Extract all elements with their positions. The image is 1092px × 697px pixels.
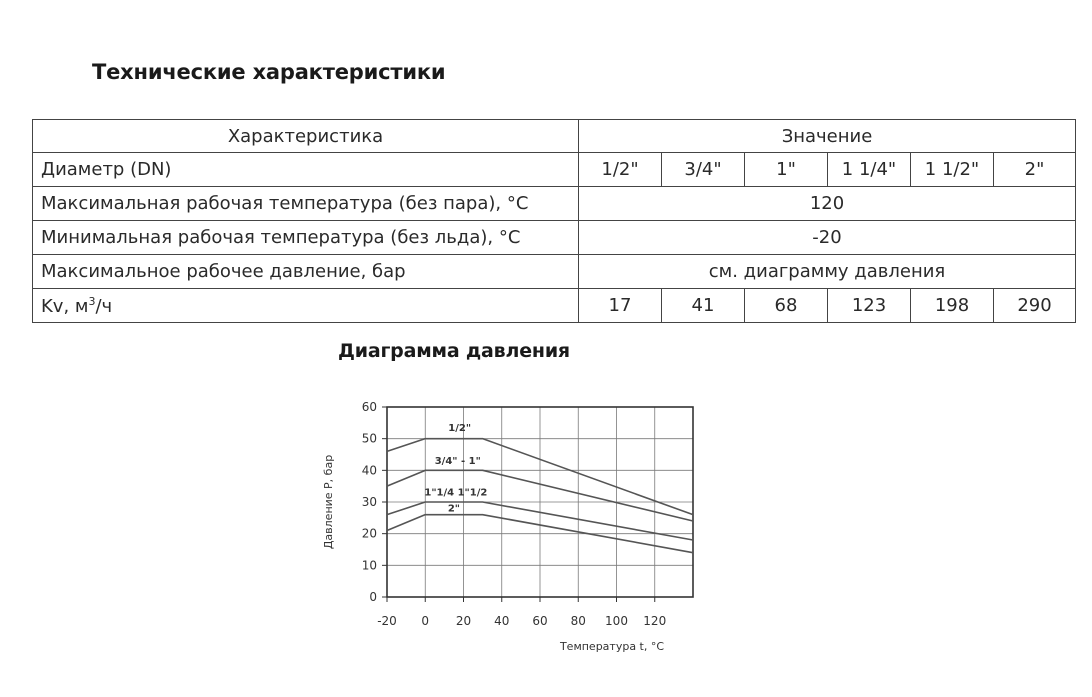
kv-label (33, 289, 579, 323)
min-temp-value: -20 (579, 221, 1076, 255)
y-tick-label: 10 (361, 558, 377, 573)
pressure-chart (300, 385, 720, 675)
kv-label-tail: /ч (95, 295, 113, 317)
kv-value: 68 (745, 289, 828, 323)
page-title: Технические характеристики (92, 60, 446, 84)
min-temp-label: Минимальная рабочая температура (без льда), °C (33, 221, 579, 255)
diameter-value: 2" (994, 153, 1076, 187)
x-tick-label: 40 (494, 614, 510, 628)
kv-value: 123 (828, 289, 911, 323)
max-temp-label: Максимальная рабочая температура (без пара), °C (33, 187, 579, 221)
table-row-kv (33, 289, 1076, 323)
x-tick-label: 80 (570, 614, 586, 628)
x-tick-label: 100 (605, 614, 628, 628)
kv-value: 17 (579, 289, 662, 323)
x-tick-label: -20 (377, 614, 397, 628)
table-row-max-temp (33, 187, 1076, 221)
table-row-min-temp (33, 221, 1076, 255)
x-axis-label: Температура t, °C (559, 640, 665, 653)
y-tick-label: 60 (361, 400, 377, 414)
diameter-value: 1/2" (579, 153, 662, 187)
series-annotation: 3/4" - 1" (434, 456, 481, 467)
x-tick-label: 0 (421, 614, 430, 628)
header-value: Значение (579, 120, 1076, 153)
max-pressure-label: Максимальное рабочее давление, бар (33, 255, 579, 289)
diameter-value: 1 1/4" (828, 153, 911, 187)
kv-value: 41 (662, 289, 745, 323)
kv-value: 198 (911, 289, 994, 323)
kv-label-main: Kv, м (41, 295, 89, 317)
diameter-value: 1" (745, 153, 828, 187)
table-row-max-pressure (33, 255, 1076, 289)
series-annotation: 1"1/4 1"1/2 (424, 487, 488, 499)
table-row-diameter (33, 153, 1076, 187)
series-annotation: 1/2" (448, 422, 472, 434)
y-axis-label: Давление P, бар (322, 454, 335, 550)
y-tick-label: 20 (361, 526, 377, 541)
kv-value: 290 (994, 289, 1076, 323)
kv-label-sup: 3 (88, 294, 96, 308)
chart-heading: Диаграмма давления (338, 340, 570, 362)
table-header-row (33, 120, 1076, 153)
diameter-label: Диаметр (DN) (33, 153, 579, 187)
y-tick-label: 50 (361, 431, 377, 446)
x-tick-label: 60 (532, 614, 548, 628)
header-characteristic: Характеристика (33, 120, 579, 153)
diameter-value: 3/4" (662, 153, 745, 187)
y-tick-label: 30 (361, 495, 377, 509)
x-tick-label: 120 (643, 614, 667, 628)
spec-table (32, 119, 1076, 323)
max-pressure-value: см. диаграмму давления (579, 255, 1076, 289)
max-temp-value: 120 (579, 187, 1076, 221)
y-tick-label: 40 (361, 463, 377, 478)
series-annotation: 2" (447, 503, 461, 515)
diameter-value: 1 1/2" (911, 153, 994, 187)
x-tick-label: 20 (455, 614, 472, 628)
y-tick-label: 0 (369, 590, 377, 604)
